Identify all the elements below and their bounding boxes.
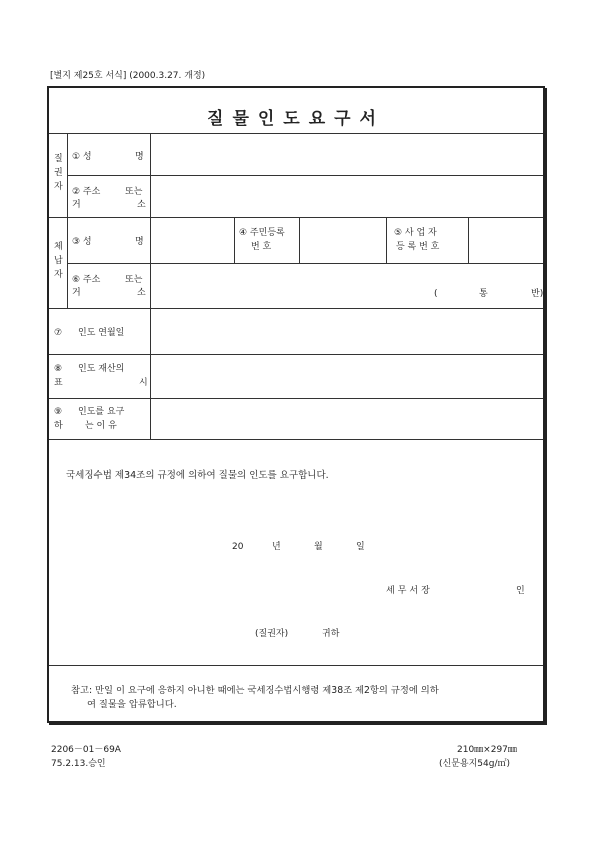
- form-reference: [별지 제25호 서식] (2000.3.27. 개정): [50, 71, 206, 81]
- delinquent-address-label: ⑥ 주소: [72, 275, 101, 285]
- date-year: 20: [232, 542, 244, 552]
- form-title: 질물인도요구서: [207, 109, 385, 129]
- pledgee-group-label: 질 권 자: [54, 154, 63, 192]
- biz-reg-label: ⑤ 사 업 자: [394, 228, 437, 238]
- rule-label-col: [150, 133, 151, 439]
- rule-rrn-right: [299, 217, 300, 263]
- date-day-unit: 일: [356, 542, 365, 552]
- property-label-pyo: 표: [54, 378, 63, 388]
- property-label: 인도 재산의: [78, 364, 125, 374]
- delinquent-name-label: ③ 성: [72, 237, 92, 247]
- rule-note: [49, 665, 543, 666]
- reason-label-ha: 하: [54, 421, 63, 431]
- reason-num: ⑨: [54, 407, 63, 417]
- approval-date: 75.2.13.승인: [51, 759, 106, 769]
- reason-label-rest: 는 이 유: [85, 421, 117, 431]
- rule-biz-right: [468, 217, 469, 263]
- addressee-label: (질권자): [255, 629, 289, 639]
- ban-label: 반): [531, 289, 544, 299]
- form-code: 2206－01－69A: [51, 745, 121, 755]
- pledgee-address-label-so: 소: [137, 200, 146, 210]
- property-num: ⑧: [54, 364, 63, 374]
- pledgee-address-label-or: 또는: [125, 187, 143, 197]
- rule-delinquent-end: [49, 308, 543, 309]
- rule-rrn-left: [234, 217, 235, 263]
- rrn-label: ④ 주민등록: [239, 228, 285, 238]
- paper-size: 210㎜×297㎜: [457, 745, 517, 755]
- pledgee-name-label: ① 성: [72, 152, 92, 162]
- seal-mark: 인: [516, 586, 525, 596]
- delinquent-address-label-or: 또는: [125, 275, 143, 285]
- statement-text: 국세징수법 제34조의 규정에 의하여 질물의 인도를 요구합니다.: [66, 470, 329, 481]
- date-year-unit: 년: [272, 542, 281, 552]
- delinquent-group-label: 체 납 자: [54, 242, 63, 280]
- delinquent-address-label-so: 소: [137, 288, 146, 298]
- biz-reg-label-line2: 등 록 번 호: [396, 242, 440, 252]
- tong-ban-open: (: [434, 289, 438, 299]
- reason-label: 인도를 요구: [78, 407, 125, 417]
- pledgee-address-label: ② 주소: [72, 187, 101, 197]
- requisition-form: [47, 86, 545, 723]
- delinquent-name-label-end: 명: [135, 237, 144, 247]
- rule-title: [49, 133, 543, 134]
- rule-group-col: [67, 133, 68, 308]
- rule-reason-end: [49, 439, 543, 440]
- rule-delinquent-mid: [67, 263, 543, 264]
- rule-property-end: [49, 398, 543, 399]
- delivery-date-label: 인도 연월일: [78, 328, 125, 338]
- date-month-unit: 월: [314, 542, 323, 552]
- rule-pledgee-mid: [67, 175, 543, 176]
- delivery-date-num: ⑦: [54, 328, 63, 338]
- honorific-label: 귀하: [322, 629, 340, 639]
- delinquent-address-label-geo: 거: [72, 288, 81, 298]
- rule-date-end: [49, 354, 543, 355]
- note-line-1: 참고: 만일 이 요구에 응하지 아니한 때에는 국세징수법시행령 제38조 제2항의 규정에 의하: [71, 685, 439, 696]
- rrn-label-line2: 번 호: [251, 242, 272, 252]
- pledgee-address-label-geo: 거: [72, 200, 81, 210]
- property-label-si: 시: [139, 378, 148, 388]
- note-line-2: 여 질물을 압류합니다.: [87, 699, 177, 710]
- paper-type: (신문용지54g/㎡): [439, 759, 510, 769]
- rule-biz-left: [386, 217, 387, 263]
- pledgee-name-label-end: 명: [135, 152, 144, 162]
- tong-label: 통: [479, 289, 488, 299]
- tax-office-label: 세무서장: [386, 586, 433, 596]
